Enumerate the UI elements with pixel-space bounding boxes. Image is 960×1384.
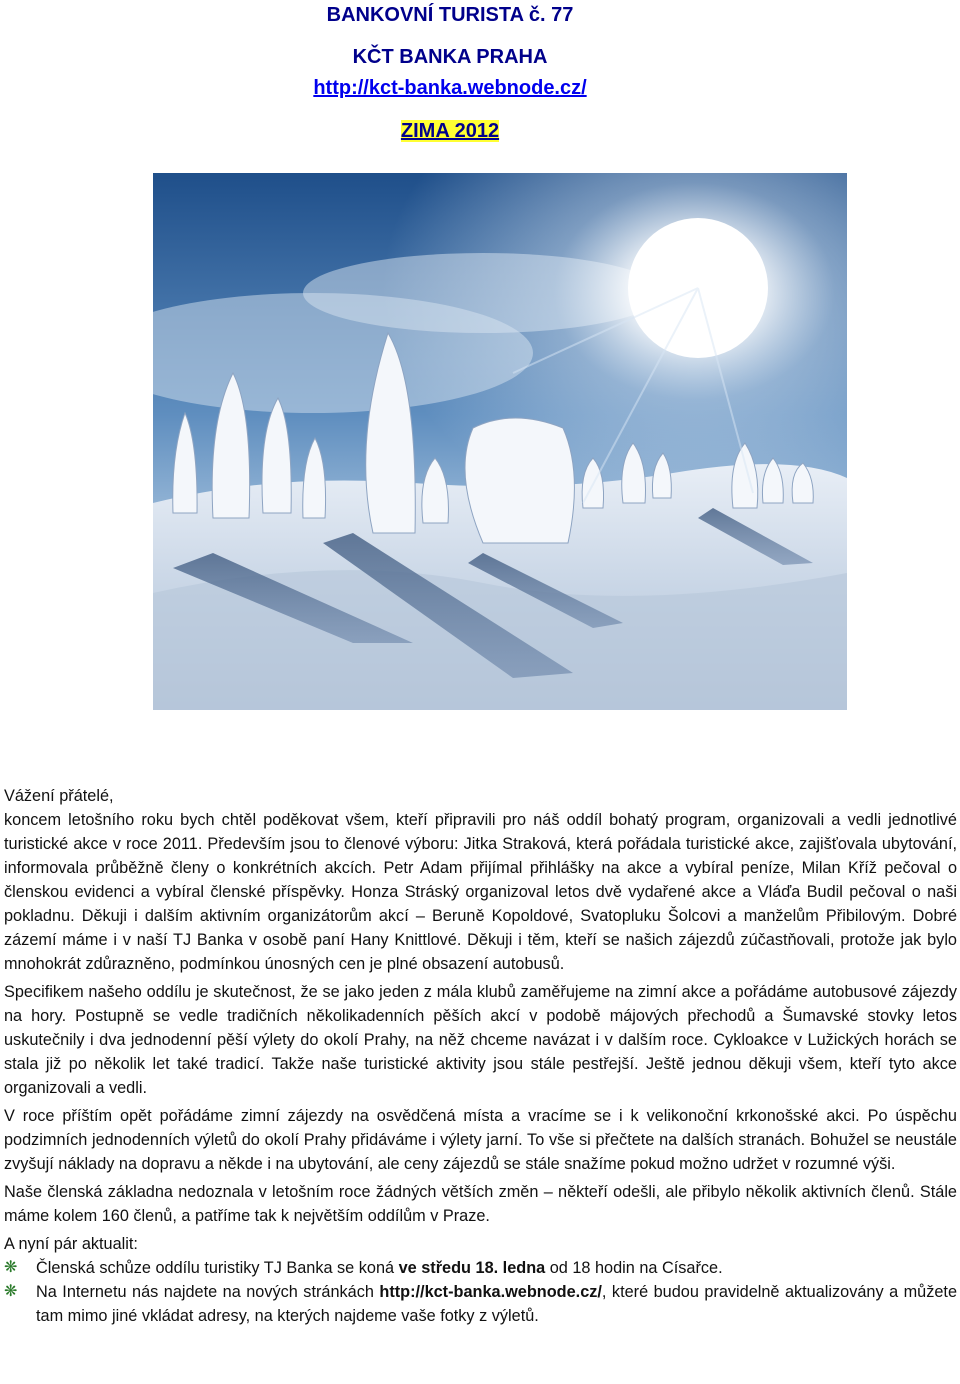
news-item-meeting-text: Členská schůze oddílu turistiky TJ Banka se koná ve středu 18. ledna od 18 hodin na Císařce. xyxy=(36,1259,723,1277)
news-item-meeting xyxy=(4,1256,957,1280)
winter-landscape-photo xyxy=(153,173,847,710)
snowflake-icon: ❋ xyxy=(4,1259,18,1276)
letter-body xyxy=(4,784,957,1328)
news-item-website-text: Na Internetu nás najdete na nových stránkách http://kct-banka.webnode.cz/, které budou pravidelně aktualizovány a můžete tam mimo jiné vkládat adresy, na kterých najdeme vaše fotky z výletů. xyxy=(36,1283,957,1325)
website-link[interactable]: http://kct-banka.webnode.cz/ xyxy=(379,1283,602,1301)
snowy-trees-image xyxy=(153,173,847,710)
newsletter-title: BANKOVNÍ TURISTA č. 77 xyxy=(326,4,574,26)
paragraph-thanks: koncem letošního roku bych chtěl poděkovat všem, kteří připravili pro náš oddíl bohatý program, organizovali a vedli jednotlivé turistické akce v roce 2011. Především jsou to členové výboru: Jitka Straková, která pořádala turistické akce, zajišťovala ubytování, informovala průběžně členy o konkrétních akcích. Petr Adam přijímal přihlášky na akce a vybíral peníze, Milan Kříž pečoval o členskou evidenci a vybíral členské příspěvky. Honza Stráský organizoval letos dvě vydařené akce a Vláďa Budil pečoval o naši pokladnu. Děkuji i dalším aktivním organizátorům akcí – Beruně Kopoldové, Svatopluku Šolcovi a manželům Přibilovým. Dobré zázemí máme i v naší TJ Banka v osobě paní Hany Knittlové. Děkuji i těm, kteří se našich zájezdů zúčastňovali, protože jak bylo mnohokrát zdůrazněno, podmínkou únosných cen je plné obsazení autobusů. xyxy=(4,811,957,973)
news-item-website xyxy=(4,1280,957,1328)
season-text: ZIMA 2012 xyxy=(400,120,500,142)
club-name: KČT BANKA PRAHA xyxy=(352,46,548,68)
paragraph-specifics: Specifikem našeho oddílu je skutečnost, že se jako jeden z mála klubů zaměřujeme na zimní akce a pořádáme autobusové zájezdy na hory. Postupně se vedle tradičních několikadenních pěších akcí v podobě májových přechodů a Šumavské stovky letos uskutečnily i dva jednodenní pěší výlety do okolí Prahy, na něž chceme navázat i v dalším roce. Cykloakce v Lužických horách se stala již po několik let také tradicí. Takže naše turistické aktivity jsou stále pestřejší. Ještě jednou děkuji všem, kteří tyto akce organizovali a vedli. xyxy=(4,983,957,1097)
season-label xyxy=(0,120,900,143)
news-title: A nyní pár aktualit: xyxy=(4,1235,138,1253)
club-url-link[interactable]: http://kct-banka.webnode.cz/ xyxy=(313,77,587,99)
paragraph-next-year: V roce příštím opět pořádáme zimní zájezdy na osvědčená místa a vracíme se i k velikonoční krkonošské akci. Po úspěchu podzimních jednodenních výletů do okolí Prahy přidáváme i výlety jarní. To vše si přečtete na dalších stranách. Bohužel se neustále zvyšují náklady na dopravu a někde i na ubytování, ale ceny zájezdů se stále snažíme pokud možno udržet v rozumné výši. xyxy=(4,1107,957,1173)
club-url xyxy=(0,77,900,100)
greeting: Vážení přátelé, xyxy=(4,787,114,805)
snowflake-icon: ❋ xyxy=(4,1283,18,1300)
paragraph-membership: Naše členská základna nedoznala v letošním roce žádných větších změn – někteří odešli, ale přibylo několik aktivních členů. Stále máme kolem 160 členů, a patříme tak k největším oddílům v Praze. xyxy=(4,1183,957,1225)
